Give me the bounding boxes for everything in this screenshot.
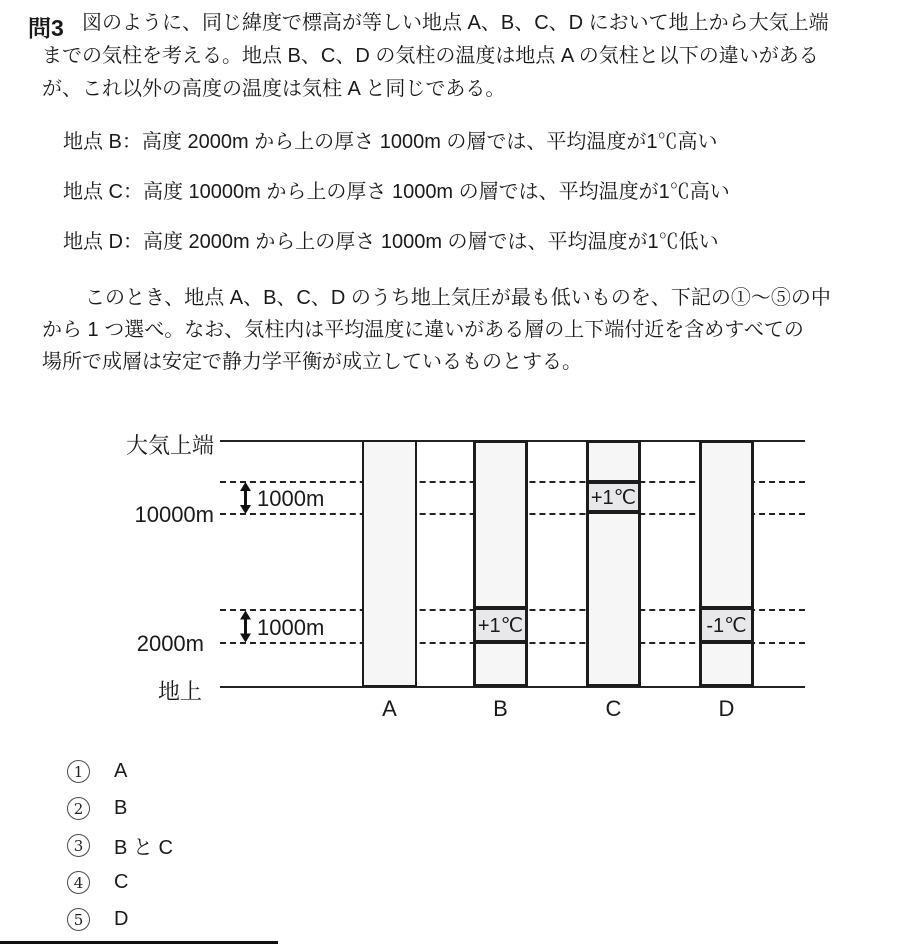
question-line: 場所で成層は安定で静力学平衡が成立しているものとする。	[42, 351, 582, 373]
temperature-band-c: +1℃	[586, 480, 641, 514]
axis-label-10000m: 10000m	[134, 502, 214, 527]
question-number: 問3	[28, 15, 64, 41]
condition-list	[63, 117, 730, 267]
option-choice: C	[114, 871, 129, 893]
statement-line: までの気柱を考える。地点 B、C、D の気柱の温度は地点 A の気柱と以下の違いがある	[42, 45, 819, 67]
statement-line: が、これ以外の高度の温度は気柱 A と同じである。	[42, 78, 506, 100]
axis-label-ground: 地上	[157, 679, 202, 704]
problem-statement	[42, 7, 829, 106]
temperature-band-b: +1℃	[473, 606, 528, 644]
circled-number-icon: 5	[67, 908, 90, 931]
circled-number-icon: 2	[67, 797, 90, 820]
air-column-a	[362, 440, 417, 687]
question-paragraph	[42, 282, 831, 378]
double-arrow-icon	[239, 482, 252, 514]
question-line: から 1 つ選べ。なお、気柱内は平均温度に違いがある層の上下端付近を含めすべての	[42, 319, 804, 341]
page-edge-scan-line	[0, 941, 278, 944]
air-column-d	[699, 440, 754, 687]
double-arrow-icon	[239, 610, 252, 643]
answer-option-5	[67, 901, 173, 938]
column-label-b: B	[493, 696, 508, 721]
air-column-b	[473, 440, 528, 687]
option-choice: B と C	[114, 837, 173, 859]
scale-annotation-upper: 1000m	[257, 486, 325, 511]
question-line: このとき、地点 A、B、C、D のうち地上気圧が最も低いものを、下記の①～⑤の中	[85, 287, 831, 309]
option-choice: B	[114, 797, 128, 819]
scale-annotation-lower: 1000m	[257, 615, 325, 640]
answer-option-2	[67, 790, 173, 827]
answer-option-1	[67, 753, 173, 790]
option-choice: A	[114, 760, 128, 782]
column-label-c: C	[605, 696, 622, 721]
circled-number-icon: 1	[67, 760, 90, 783]
column-label-d: D	[718, 696, 735, 721]
condition-point-b: 地点 B：高度 2000m から上の厚さ 1000m の層では、平均温度が1℃高い	[63, 131, 718, 153]
condition-point-c: 地点 C：高度 10000m から上の厚さ 1000m の層では、平均温度が1℃高い	[63, 181, 730, 203]
answer-option-4	[67, 864, 173, 901]
circled-number-icon: 4	[67, 871, 90, 894]
air-column-diagram	[0, 420, 910, 740]
option-choice: D	[114, 908, 129, 930]
column-label-a: A	[382, 696, 397, 721]
temperature-band-d: -1℃	[699, 606, 754, 644]
answer-option-3	[67, 827, 173, 864]
air-column-c	[586, 440, 641, 687]
axis-label-2000m: 2000m	[136, 631, 204, 656]
axis-label-top-of-atmosphere: 大気上端	[125, 433, 214, 458]
statement-line: 図のように、同じ緯度で標高が等しい地点 A、B、C、D において地上から大気上端	[82, 12, 829, 34]
answer-options	[67, 753, 173, 938]
circled-number-icon: 3	[67, 834, 90, 857]
condition-point-d: 地点 D：高度 2000m から上の厚さ 1000m の層では、平均温度が1℃低い	[63, 231, 719, 253]
